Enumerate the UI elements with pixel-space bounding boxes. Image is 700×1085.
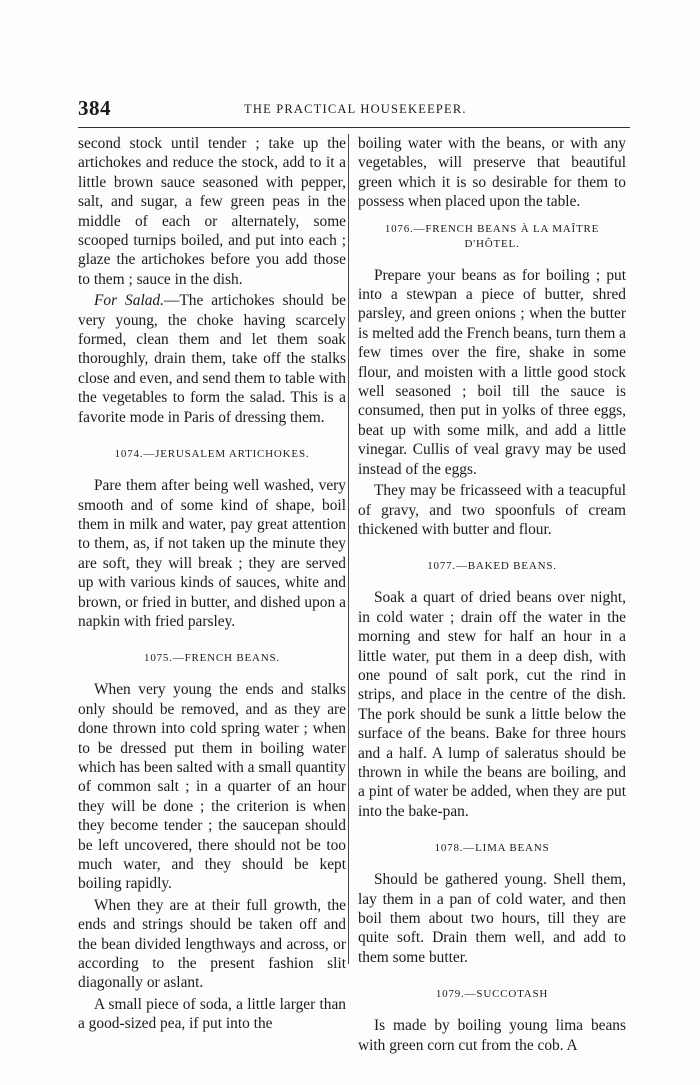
running-head: [78, 96, 630, 122]
recipe-heading: 1077.—BAKED BEANS.: [427, 560, 557, 573]
paragraph: boiling water with the beans, or with any vegetables, will preserve that beautiful green which it is so desirable for them to possess when placed upon the table.: [358, 135, 626, 211]
header-rule: [78, 127, 630, 128]
paragraph: Is made by boiling young lima beans with green corn cut from the cob. A: [358, 1017, 626, 1054]
paragraph-lead: For Salad.: [94, 292, 164, 310]
running-title: THE PRACTICAL HOUSEKEEPER.: [244, 102, 467, 116]
page-number: 384: [78, 96, 111, 120]
paragraph-body: —The artichokes should be very young, the choke having scarcely formed, clean them and let them soak thoroughly, drain them, take off the stalks close and even, and send them to table with the vegetables to form the salad. This is a favorite mode in Paris of dressing them.: [78, 292, 347, 426]
recipe-heading: 1074.—JERUSALEM ARTICHOKES.: [114, 448, 310, 461]
paragraph: They may be fricasseed with a teacupful of gravy, and two spoonfuls of cream thickened with butter and flour.: [358, 482, 626, 538]
recipe-heading: 1076.—FRENCH BEANS À LA MAÎTRE D'HÔTEL.: [384, 222, 600, 250]
paragraph: Pare them after being well washed, very smooth and of some kind of shape, boil them in milk and water, pay great attention to them, as, if not taken up the minute they are soft, they will break ; they are served up with various kinds of sauces, white and brown, or fried in butter, and dished upon a napkin with fried parsley.: [78, 477, 346, 630]
paragraph: Prepare your beans as for boiling ; put into a stewpan a piece of butter, shred parsley, and green onions ; when the butter is melted add the French beans, turn them a few times over the fire, shake in some flour, and moisten with a little good stock well seasoned ; boil till the sauce is consumed, then put in yolks of three eggs, beat up with some milk, and add a little vinegar. Cullis of veal gravy may be used instead of the eggs.: [358, 266, 626, 478]
column-divider: [348, 134, 349, 964]
paragraph: [78, 291, 346, 427]
recipe-heading: 1078.—LIMA BEANS: [434, 842, 550, 855]
paragraph: second stock until tender ; take up the artichokes and reduce the stock, add to it a little brown sauce seasoned with pepper, salt, and sugar, a few green peas in the middle of each or alternately, some scooped turnips boiled, and put into each ; glaze the artichokes before you add those to them ; sauce in the dish.: [78, 135, 346, 288]
paragraph: A small piece of soda, a little larger than a good-sized pea, if put into the: [78, 995, 346, 1033]
paragraph: When they are at their full growth, the ends and strings should be taken off and the bean divided lengthways and across, or according to the present fashion slit diagonally or aslant.: [78, 896, 346, 992]
left-column: [78, 134, 346, 1034]
right-column: [358, 134, 626, 1055]
paragraph: When very young the ends and stalks only should be removed, and as they are done thrown into cold spring water ; when to be dressed put them in boiling water which has been salted with a small quantity of common salt ; in a quarter of an hour they will be done ; the criterion is when they become tender ; the saucepan should be left uncovered, there should not be too much water, and they should be kept boiling rapidly.: [78, 681, 346, 893]
paragraph: Should be gathered young. Shell them, lay them in a pan of cold water, and then boil them about two hours, till they are quite soft. Drain them well, and add to them some butter.: [358, 871, 626, 966]
recipe-heading: 1075.—FRENCH BEANS.: [144, 652, 280, 665]
paragraph: Soak a quart of dried beans over night, in cold water ; drain off the water in the morning and stew for half an hour in a little water, put them in a deep dish, with one pound of salt pork, cut the rind in strips, and place in the centre of the dish. The pork should be sunk a little below the surface of the beans. Bake for three hours and a half. A lump of saleratus should be thrown in while the beans are boiling, and a pint of water be added, when they are put into the bake-pan.: [358, 589, 626, 820]
recipe-heading: 1079.—SUCCOTASH: [435, 988, 549, 1001]
